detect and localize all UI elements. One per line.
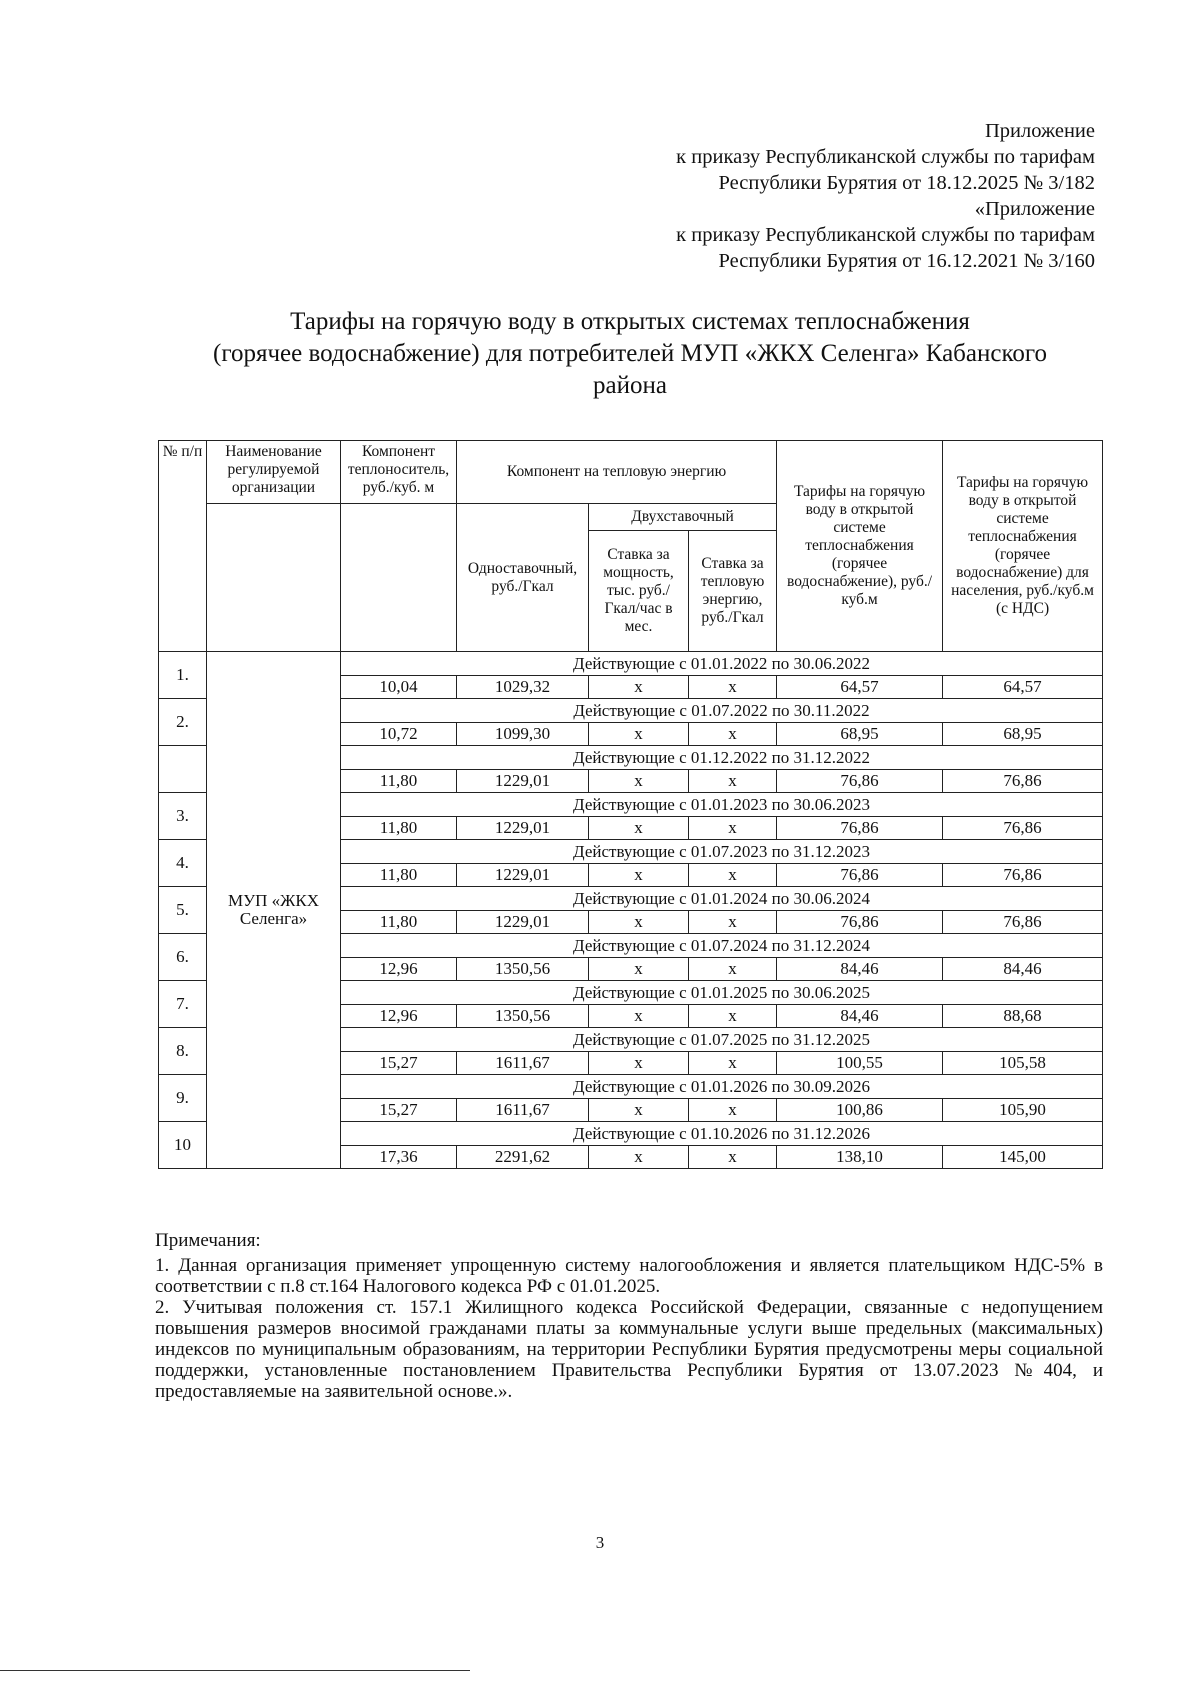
tariff-value: 76,86 bbox=[777, 770, 943, 793]
header-line: к приказу Республиканской службы по тарифам bbox=[676, 146, 1095, 168]
period-label: Действующие с 01.01.2025 по 30.06.2025 bbox=[341, 981, 1103, 1005]
tariff-population-value: 84,46 bbox=[943, 958, 1103, 981]
period-label: Действующие с 01.10.2026 по 31.12.2026 bbox=[341, 1122, 1103, 1146]
carrier-value: 11,80 bbox=[341, 911, 457, 934]
col-header-energy-rate: Ставка за тепловую энергию, руб./Гкал bbox=[689, 531, 777, 652]
capacity-rate-value: х bbox=[589, 723, 689, 746]
header-line: Республики Бурятия от 18.12.2025 № 3/182 bbox=[718, 172, 1095, 194]
row-number: 4. bbox=[159, 840, 207, 887]
notes-label: Примечания: bbox=[155, 1230, 261, 1251]
col-header-org: Наименование регулируемой организации bbox=[207, 441, 341, 504]
organization-name: МУП «ЖКХ Селенга» bbox=[207, 652, 341, 1169]
capacity-rate-value: х bbox=[589, 1052, 689, 1075]
col-header-two-rate: Двухставочный bbox=[589, 504, 777, 531]
energy-rate-value: х bbox=[689, 1099, 777, 1122]
period-label: Действующие с 01.01.2026 по 30.09.2026 bbox=[341, 1075, 1103, 1099]
header-line: «Приложение bbox=[974, 198, 1095, 220]
single-rate-value: 1229,01 bbox=[457, 770, 589, 793]
tariff-population-value: 76,86 bbox=[943, 817, 1103, 840]
tariff-value: 100,55 bbox=[777, 1052, 943, 1075]
col-header-org-blank bbox=[207, 504, 341, 652]
period-label: Действующие с 01.01.2024 по 30.06.2024 bbox=[341, 887, 1103, 911]
single-rate-value: 1229,01 bbox=[457, 911, 589, 934]
period-label: Действующие с 01.07.2022 по 30.11.2022 bbox=[341, 699, 1103, 723]
col-header-no: № п/п bbox=[159, 441, 207, 652]
tariff-population-value: 105,90 bbox=[943, 1099, 1103, 1122]
carrier-value: 17,36 bbox=[341, 1146, 457, 1169]
single-rate-value: 1229,01 bbox=[457, 864, 589, 887]
period-label: Действующие с 01.01.2023 по 30.06.2023 bbox=[341, 793, 1103, 817]
tariff-value: 76,86 bbox=[777, 864, 943, 887]
tariff-population-value: 68,95 bbox=[943, 723, 1103, 746]
col-header-energy: Компонент на тепловую энергию bbox=[457, 441, 777, 504]
tariff-value: 68,95 bbox=[777, 723, 943, 746]
title-line: района bbox=[593, 372, 667, 399]
header-line: Республики Бурятия от 16.12.2021 № 3/160 bbox=[718, 250, 1095, 272]
energy-rate-value: х bbox=[689, 723, 777, 746]
energy-rate-value: х bbox=[689, 1146, 777, 1169]
carrier-value: 11,80 bbox=[341, 817, 457, 840]
header-line: Приложение bbox=[984, 120, 1095, 142]
tariff-value: 64,57 bbox=[777, 676, 943, 699]
row-number: 3. bbox=[159, 793, 207, 840]
capacity-rate-value: х bbox=[589, 864, 689, 887]
single-rate-value: 1350,56 bbox=[457, 1005, 589, 1028]
col-header-single-rate: Одноставочный, руб./Гкал bbox=[457, 504, 589, 652]
energy-rate-value: х bbox=[689, 676, 777, 699]
period-label: Действующие с 01.01.2022 по 30.06.2022 bbox=[341, 652, 1103, 676]
tariff-population-value: 105,58 bbox=[943, 1052, 1103, 1075]
capacity-rate-value: х bbox=[589, 676, 689, 699]
col-header-carrier-blank bbox=[341, 504, 457, 652]
note-item: 2. Учитывая положения ст. 157.1 Жилищного кодекса Российской Федерации, связанные с недопущением повышения размеров вносимой гражданами платы за коммунальные услуги выше предельных (максимальных) индексов по муниципальным образованиям, на территории Республики Бурятия предусмотрены меры социальной поддержки, установленные постановлением Правительства Республики Бурятия от 13.07.2023 №404, и предоставляемые на заявительной основе.». bbox=[155, 1297, 1103, 1402]
single-rate-value: 1099,30 bbox=[457, 723, 589, 746]
carrier-value: 15,27 bbox=[341, 1052, 457, 1075]
capacity-rate-value: х bbox=[589, 770, 689, 793]
single-rate-value: 2291,62 bbox=[457, 1146, 589, 1169]
footer-rule bbox=[0, 1670, 470, 1671]
energy-rate-value: х bbox=[689, 817, 777, 840]
row-number bbox=[159, 746, 207, 793]
tariff-population-value: 145,00 bbox=[943, 1146, 1103, 1169]
tariff-value: 76,86 bbox=[777, 817, 943, 840]
period-label: Действующие с 01.12.2022 по 31.12.2022 bbox=[341, 746, 1103, 770]
single-rate-value: 1611,67 bbox=[457, 1099, 589, 1122]
col-header-carrier: Компонент теплоноситель, руб./куб. м bbox=[341, 441, 457, 504]
header-line: к приказу Республиканской службы по тарифам bbox=[676, 224, 1095, 246]
page-number: 3 bbox=[595, 1533, 605, 1552]
carrier-value: 15,27 bbox=[341, 1099, 457, 1122]
title-line: Тарифы на горячую воду в открытых системах теплоснабжения bbox=[290, 308, 970, 335]
tariff-table bbox=[158, 440, 1103, 1169]
tariff-population-value: 76,86 bbox=[943, 864, 1103, 887]
carrier-value: 12,96 bbox=[341, 958, 457, 981]
tariff-value: 84,46 bbox=[777, 1005, 943, 1028]
capacity-rate-value: х bbox=[589, 958, 689, 981]
energy-rate-value: х bbox=[689, 958, 777, 981]
single-rate-value: 1229,01 bbox=[457, 817, 589, 840]
period-label: Действующие с 01.07.2025 по 31.12.2025 bbox=[341, 1028, 1103, 1052]
carrier-value: 10,72 bbox=[341, 723, 457, 746]
energy-rate-value: х bbox=[689, 770, 777, 793]
row-number: 1. bbox=[159, 652, 207, 699]
capacity-rate-value: х bbox=[589, 817, 689, 840]
row-number: 2. bbox=[159, 699, 207, 746]
period-label: Действующие с 01.07.2023 по 31.12.2023 bbox=[341, 840, 1103, 864]
col-header-tariff-population: Тарифы на горячую воду в открытой системе теплоснабжения (горячее водоснабжение) для населения, руб./куб.м (с НДС) bbox=[943, 441, 1103, 652]
carrier-value: 10,04 bbox=[341, 676, 457, 699]
carrier-value: 12,96 bbox=[341, 1005, 457, 1028]
single-rate-value: 1611,67 bbox=[457, 1052, 589, 1075]
title-line: (горячее водоснабжение) для потребителей МУП «ЖКХ Селенга» Кабанского bbox=[213, 340, 1047, 367]
notes-section bbox=[155, 1230, 1103, 1402]
tariff-value: 84,46 bbox=[777, 958, 943, 981]
row-number: 10 bbox=[159, 1122, 207, 1169]
energy-rate-value: х bbox=[689, 864, 777, 887]
carrier-value: 11,80 bbox=[341, 770, 457, 793]
capacity-rate-value: х bbox=[589, 911, 689, 934]
single-rate-value: 1350,56 bbox=[457, 958, 589, 981]
tariff-population-value: 76,86 bbox=[943, 770, 1103, 793]
capacity-rate-value: х bbox=[589, 1146, 689, 1169]
row-number: 8. bbox=[159, 1028, 207, 1075]
row-number: 6. bbox=[159, 934, 207, 981]
carrier-value: 11,80 bbox=[341, 864, 457, 887]
row-number: 9. bbox=[159, 1075, 207, 1122]
energy-rate-value: х bbox=[689, 911, 777, 934]
energy-rate-value: х bbox=[689, 1005, 777, 1028]
tariff-population-value: 76,86 bbox=[943, 911, 1103, 934]
tariff-value: 100,86 bbox=[777, 1099, 943, 1122]
row-number: 5. bbox=[159, 887, 207, 934]
document-title bbox=[150, 306, 1110, 402]
capacity-rate-value: х bbox=[589, 1099, 689, 1122]
tariff-value: 138,10 bbox=[777, 1146, 943, 1169]
col-header-tariff: Тарифы на горячую воду в открытой системе теплоснабжения (горячее водоснабжение), руб./куб.м bbox=[777, 441, 943, 652]
tariff-population-value: 64,57 bbox=[943, 676, 1103, 699]
energy-rate-value: х bbox=[689, 1052, 777, 1075]
tariff-value: 76,86 bbox=[777, 911, 943, 934]
row-number: 7. bbox=[159, 981, 207, 1028]
capacity-rate-value: х bbox=[589, 1005, 689, 1028]
col-header-capacity-rate: Ставка за мощность, тыс. руб./Гкал/час в мес. bbox=[589, 531, 689, 652]
tariff-population-value: 88,68 bbox=[943, 1005, 1103, 1028]
note-item: 1. Данная организация применяет упрощенную систему налогообложения и является плательщиком НДС-5% в соответствии с п.8 ст.164 Налогового кодекса РФ с 01.01.2025. bbox=[155, 1255, 1103, 1297]
document-header bbox=[676, 118, 1095, 274]
period-label: Действующие с 01.07.2024 по 31.12.2024 bbox=[341, 934, 1103, 958]
single-rate-value: 1029,32 bbox=[457, 676, 589, 699]
